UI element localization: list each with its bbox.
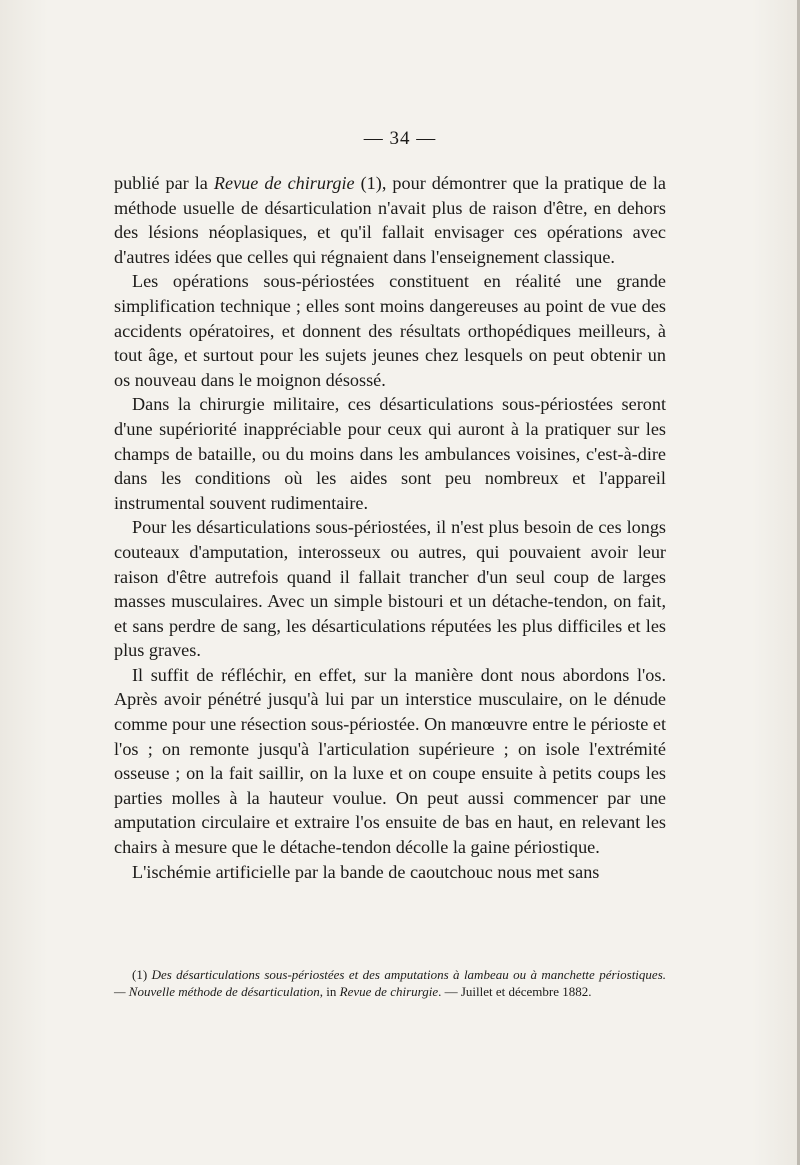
paragraph-3: Dans la chirurgie militaire, ces désarticulations sous-périostées seront d'une supériorité inappréciable pour ceux qui auront à la pratiquer sur les champs de bataille, ou du moins dans les ambulances voisines, c'est-à-dire dans les conditions où les aides sont peu nombreux et l'appareil instrumental souvent rudimentaire. [114, 394, 666, 513]
paragraph-6: L'ischémie artificielle par la bande de caoutchouc nous met sans [132, 861, 600, 882]
footnote [114, 966, 666, 1000]
journal-title-italic: Revue de chirurgie [213, 173, 355, 193]
footnote-date: . — Juillet et décembre 1882. [438, 984, 592, 999]
paragraph-5: Il suffit de réfléchir, en effet, sur la manière dont nous abordons l'os. Après avoir pénétré jusqu'à lui par un interstice musculaire, on le dénude comme pour une résection sous-périostée. On manœuvre entre le périoste et l'os ; on remonte jusqu'à l'articulation supérieure ; on isole l'extrémité osseuse ; on la fait saillir, on la luxe et on coupe ensuite à petits coups les parties molles à la hauteur voulue. On peut aussi commencer par une amputation circulaire et extraire l'os ensuite de bas en haut, en relevant les chairs à mesure que le détache-tendon décolle la gaine périostique. [114, 664, 667, 858]
page-number: — 34 — [363, 128, 437, 149]
footnote-article-title: Des désarticulations sous-périostées et des amputations à lambeau ou à manchette périostiques. — Nouvelle méthode de désarticulation [114, 967, 666, 999]
body-text [114, 171, 666, 884]
paragraph-1-start: publié par la [114, 173, 214, 193]
paragraph-4: Pour les désarticulations sous-périostées, il n'est plus besoin de ces longs couteaux d'amputation, interosseux ou autres, qui pouvaient avoir leur raison d'être autrefois quand il fallait trancher d'un seul coup de larges masses musculaires. Avec un simple bistouri et un détache-tendon, on fait, et sans perdre de sang, les désarticulations réputées les plus difficiles et les plus graves. [114, 517, 666, 661]
footnote-journal-title: Revue de chirurgie [339, 984, 439, 999]
paragraph-2: Les opérations sous-périostées constituent en réalité une grande simplification technique ; elles sont moins dangereuses au point de vue des accidents opératoires, et donnent des résultats orthopédiques meilleurs, à tout âge, et surtout pour les sujets jeunes chez lesquels on peut obtenir un os nouveau dans le moignon désossé. [114, 271, 666, 390]
footnote-in: , in [319, 984, 340, 999]
paragraph-1 [114, 171, 666, 269]
paragraph-1-rest: (1), pour démontrer que la pratique de la méthode usuelle de désarticulation n'avait plus de raison d'être, en dehors des lésions néoplasiques, et qu'il fallait envisager ces opérations avec d'autres idées que celles qui régnaient dans l'enseignement classique. [114, 173, 666, 267]
footnote-marker: (1) [132, 967, 152, 982]
footnote-text [114, 966, 666, 1000]
